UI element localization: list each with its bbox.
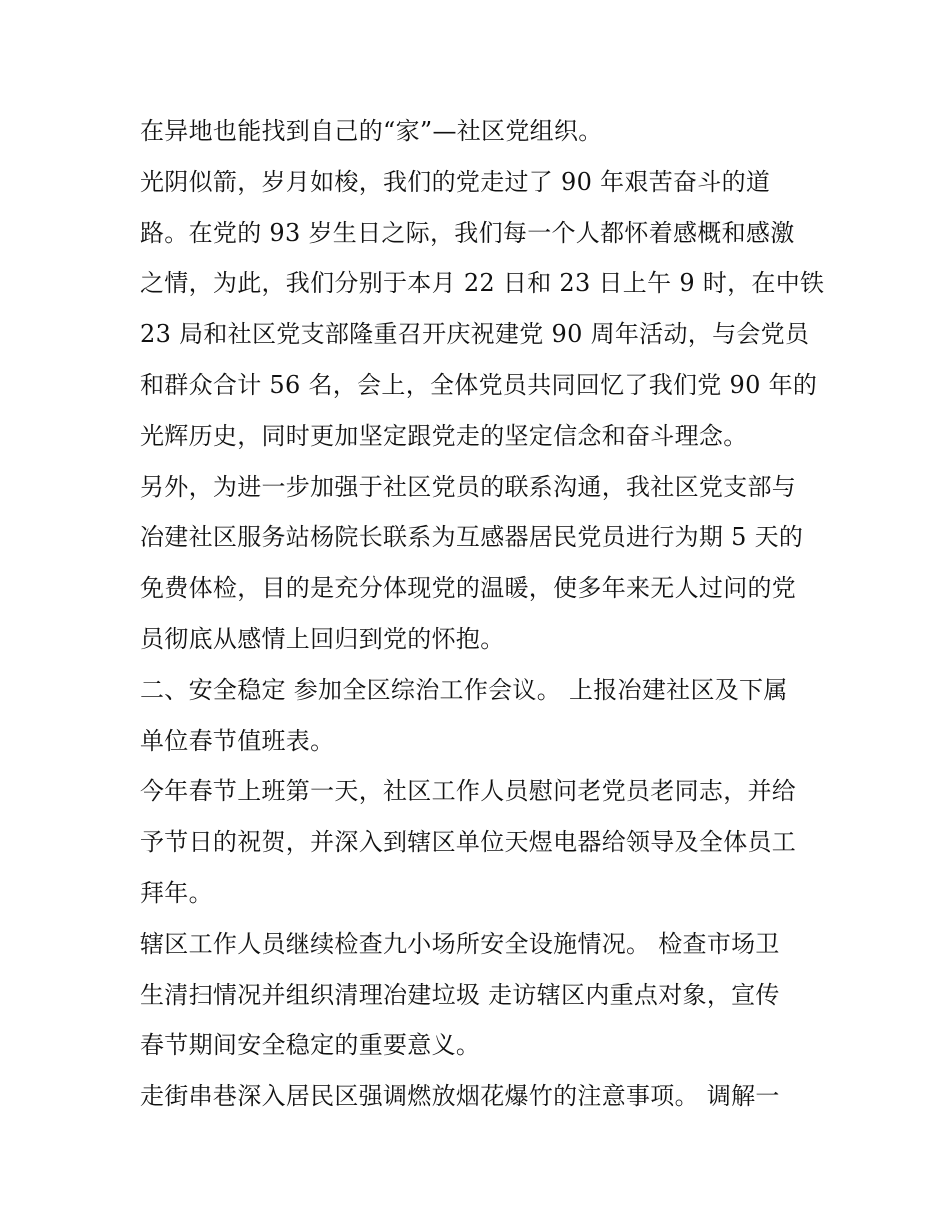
text-line: 辖区工作人员继续检查九小场所安全设施情况。 检查市场卫 bbox=[140, 929, 780, 958]
text-line: 员彻底从感情上回归到党的怀抱。 bbox=[140, 624, 505, 653]
text-line: 另外，为进一步加强于社区党员的联系沟通，我社区党支部与 bbox=[140, 472, 797, 501]
text-line: 之情，为此，我们分别于本月 22 日和 23 日上午 9 时，在中铁 bbox=[140, 269, 825, 298]
text-line: 和群众合计 56 名，会上，全体党员共同回忆了我们党 90 年的 bbox=[140, 370, 818, 399]
text-line: 在异地也能找到自己的“家”—社区党组织。 bbox=[140, 117, 603, 145]
text-line: 路。在党的 93 岁生日之际，我们每一个人都怀着感概和感激 bbox=[140, 218, 795, 247]
text-line: 免费体检，目的是充分体现党的温暖，使多年来无人过问的党 bbox=[140, 574, 797, 603]
text-line: 予节日的祝贺，并深入到辖区单位天煜电器给领导及全体员工 bbox=[140, 828, 797, 857]
text-line: 光阴似箭，岁月如梭，我们的党走过了 90 年艰苦奋斗的道 bbox=[140, 167, 771, 196]
text-line: 生清扫情况并组织清理冶建垃圾 走访辖区内重点对象，宣传 bbox=[140, 980, 780, 1009]
text-line: 23 局和社区党支部隆重召开庆祝建党 90 周年活动，与会党员 bbox=[140, 320, 810, 349]
text-line: 光辉历史，同时更加坚定跟党走的坚定信念和奋斗理念。 bbox=[140, 421, 748, 450]
text-line: 走街串巷深入居民区强调燃放烟花爆竹的注意事项。 调解一 bbox=[140, 1082, 780, 1111]
text-line: 春节期间安全稳定的重要意义。 bbox=[140, 1031, 481, 1060]
text-line: 单位春节值班表。 bbox=[140, 726, 335, 755]
text-line: 冶建社区服务站杨院长联系为互感器居民党员进行为期 5 天的 bbox=[140, 523, 804, 552]
document-body bbox=[140, 106, 825, 1122]
text-line: 今年春节上班第一天，社区工作人员慰问老党员老同志，并给 bbox=[140, 777, 797, 806]
text-line: 二、安全稳定 参加全区综治工作会议。 上报冶建社区及下属 bbox=[140, 675, 788, 704]
text-line: 拜年。 bbox=[140, 878, 213, 907]
